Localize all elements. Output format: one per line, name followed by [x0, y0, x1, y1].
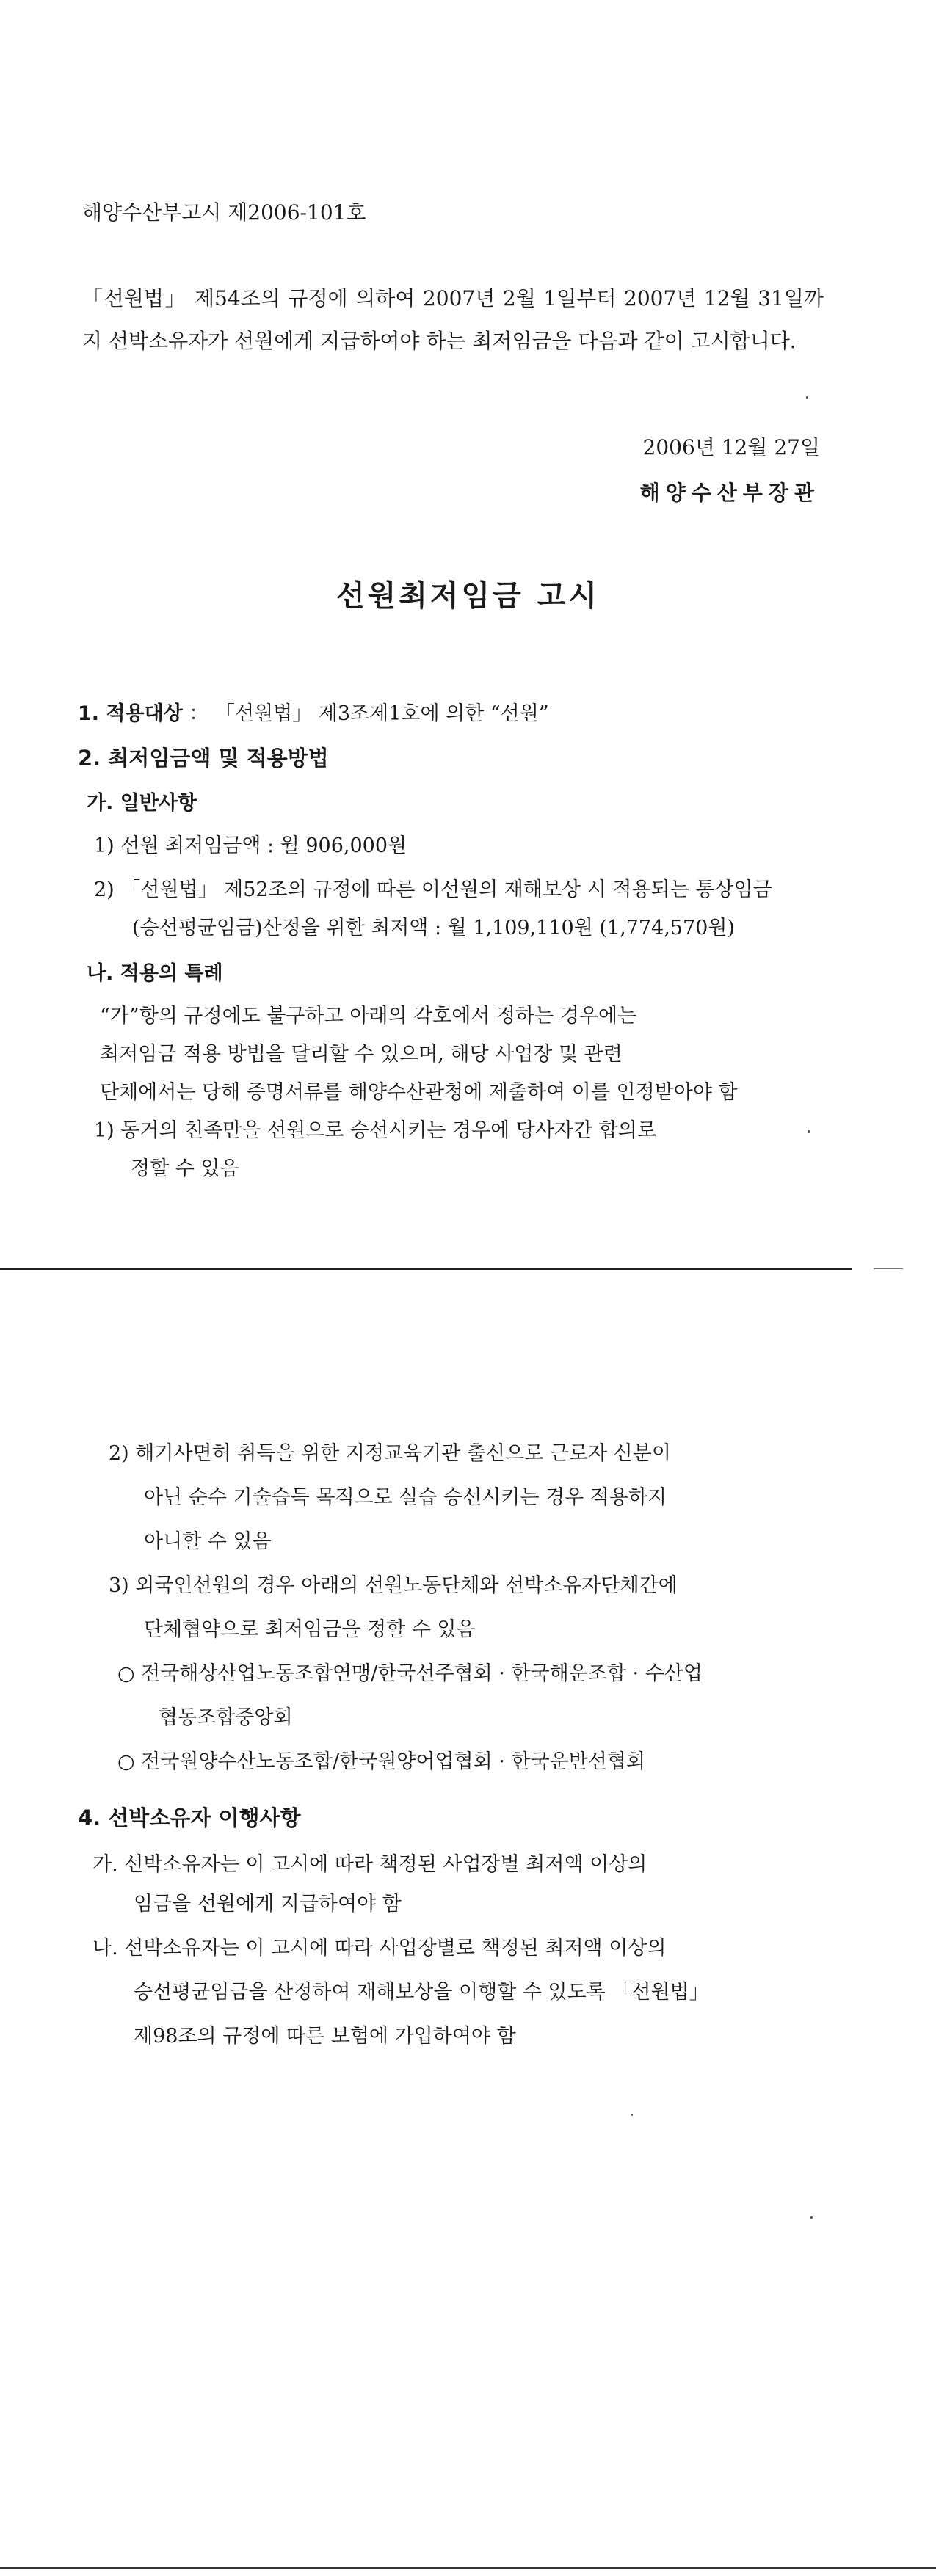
- section-4-na-line-3: 제98조의 규정에 따른 보험에 가입하여야 함: [134, 2025, 516, 2048]
- section-4-heading: 4. 선박소유자 이행사항: [78, 1805, 301, 1830]
- notice-number: 해양수산부고시 제2006-101호: [82, 200, 366, 225]
- page-2-item-2-line-2: 아닌 순수 기술습득 목적으로 실습 승선시키는 경우 적용하지: [144, 1486, 667, 1509]
- section-2-na-line-3: 단체에서는 당해 증명서류를 해양수산관청에 제출하여 이를 인정받아야 함: [100, 1081, 738, 1104]
- section-1: [78, 693, 549, 735]
- section-2-ga-item-1: 1) 선원 최저임금액 : 월 906,000원: [94, 834, 407, 857]
- section-2-na-heading: 나. 적용의 특례: [87, 962, 223, 985]
- section-1-heading: 1. 적용대상: [78, 702, 183, 725]
- page-2-bullet-1-line-1: ○ 전국해상산업노동조합연맹/한국선주협회 · 한국해운조합 · 수산업: [117, 1662, 703, 1685]
- intro-paragraph: 「선원법」 제54조의 규정에 의하여 2007년 2월 1일부터 2007년 12월 31일까지 선박소유자가 선원에게 지급하여야 하는 최저임금을 다음과 같이 고시합니다.: [82, 286, 824, 353]
- page-2-item-3-line-2: 단체협약으로 최저임금을 정할 수 있음: [144, 1618, 476, 1641]
- page-2-bullet-1-line-2: 협동조합중앙회: [159, 1706, 293, 1729]
- page-2-item-2-line-1: 2) 해기사면허 취득을 위한 지정교육기관 출신으로 근로자 신분이: [109, 1442, 671, 1465]
- section-4-ga-line-2: 임금을 선원에게 지급하여야 함: [134, 1893, 402, 1915]
- section-2-ga-heading: 가. 일반사항: [87, 792, 197, 815]
- section-2-na-line-1: “가”항의 규정에도 불구하고 아래의 각호에서 정하는 경우에는: [100, 1005, 637, 1027]
- section-4-ga-line-1: 가. 선박소유자는 이 고시에 따라 책정된 사업장별 최저액 이상의: [92, 1853, 647, 1876]
- page-2-bullet-2: ○ 전국원양수산노동조합/한국원양어업협회 · 한국운반선협회: [117, 1750, 646, 1773]
- section-1-text: ： 「선원법」 제3조제1호에 의한 “선원”: [189, 702, 549, 725]
- section-4-na-line-2: 승선평균임금을 산정하여 재해보상을 이행할 수 있도록 「선원법」: [134, 1981, 709, 2004]
- section-2-na-line-2: 최저임금 적용 방법을 달리할 수 있으며, 해당 사업장 및 관련: [100, 1043, 623, 1066]
- page-2-item-2-line-3: 아니할 수 있음: [144, 1530, 272, 1553]
- section-2-heading: 2. 최저임금액 및 적용방법: [78, 746, 329, 771]
- bottom-edge: [0, 2567, 936, 2569]
- section-2-na-item-1-line-1: 1) 동거의 친족만을 선원으로 승선시키는 경우에 당사자간 합의로: [94, 1119, 656, 1142]
- section-4-na-line-1: 나. 선박소유자는 이 고시에 따라 사업장별로 책정된 최저액 이상의: [92, 1937, 667, 1960]
- page-divider-tail: [874, 1268, 903, 1269]
- issue-date: 2006년 12월 27일: [642, 435, 820, 459]
- section-2-ga-item-2-line-2: (승선평균임금)산정을 위한 최저액 : 월 1,109,110원 (1,774,570원): [132, 917, 735, 939]
- section-2-na-item-1-line-2: 정할 수 있음: [131, 1157, 239, 1180]
- scan-speck: [808, 1130, 810, 1133]
- page-divider: [0, 1268, 852, 1270]
- page-2-item-3-line-1: 3) 외국인선원의 경우 아래의 선원노동단체와 선박소유자단체간에: [109, 1574, 678, 1597]
- section-2-ga-item-2-line-1: 2) 「선원법」 제52조의 규정에 따른 이선원의 재해보상 시 적용되는 통상임금: [94, 878, 772, 901]
- scan-speck: [810, 2216, 813, 2219]
- scan-speck: [631, 2114, 633, 2116]
- scan-speck: [806, 396, 808, 399]
- signer: 해양수산부장관: [639, 481, 820, 505]
- document-title: 선원최저임금 고시: [335, 579, 601, 613]
